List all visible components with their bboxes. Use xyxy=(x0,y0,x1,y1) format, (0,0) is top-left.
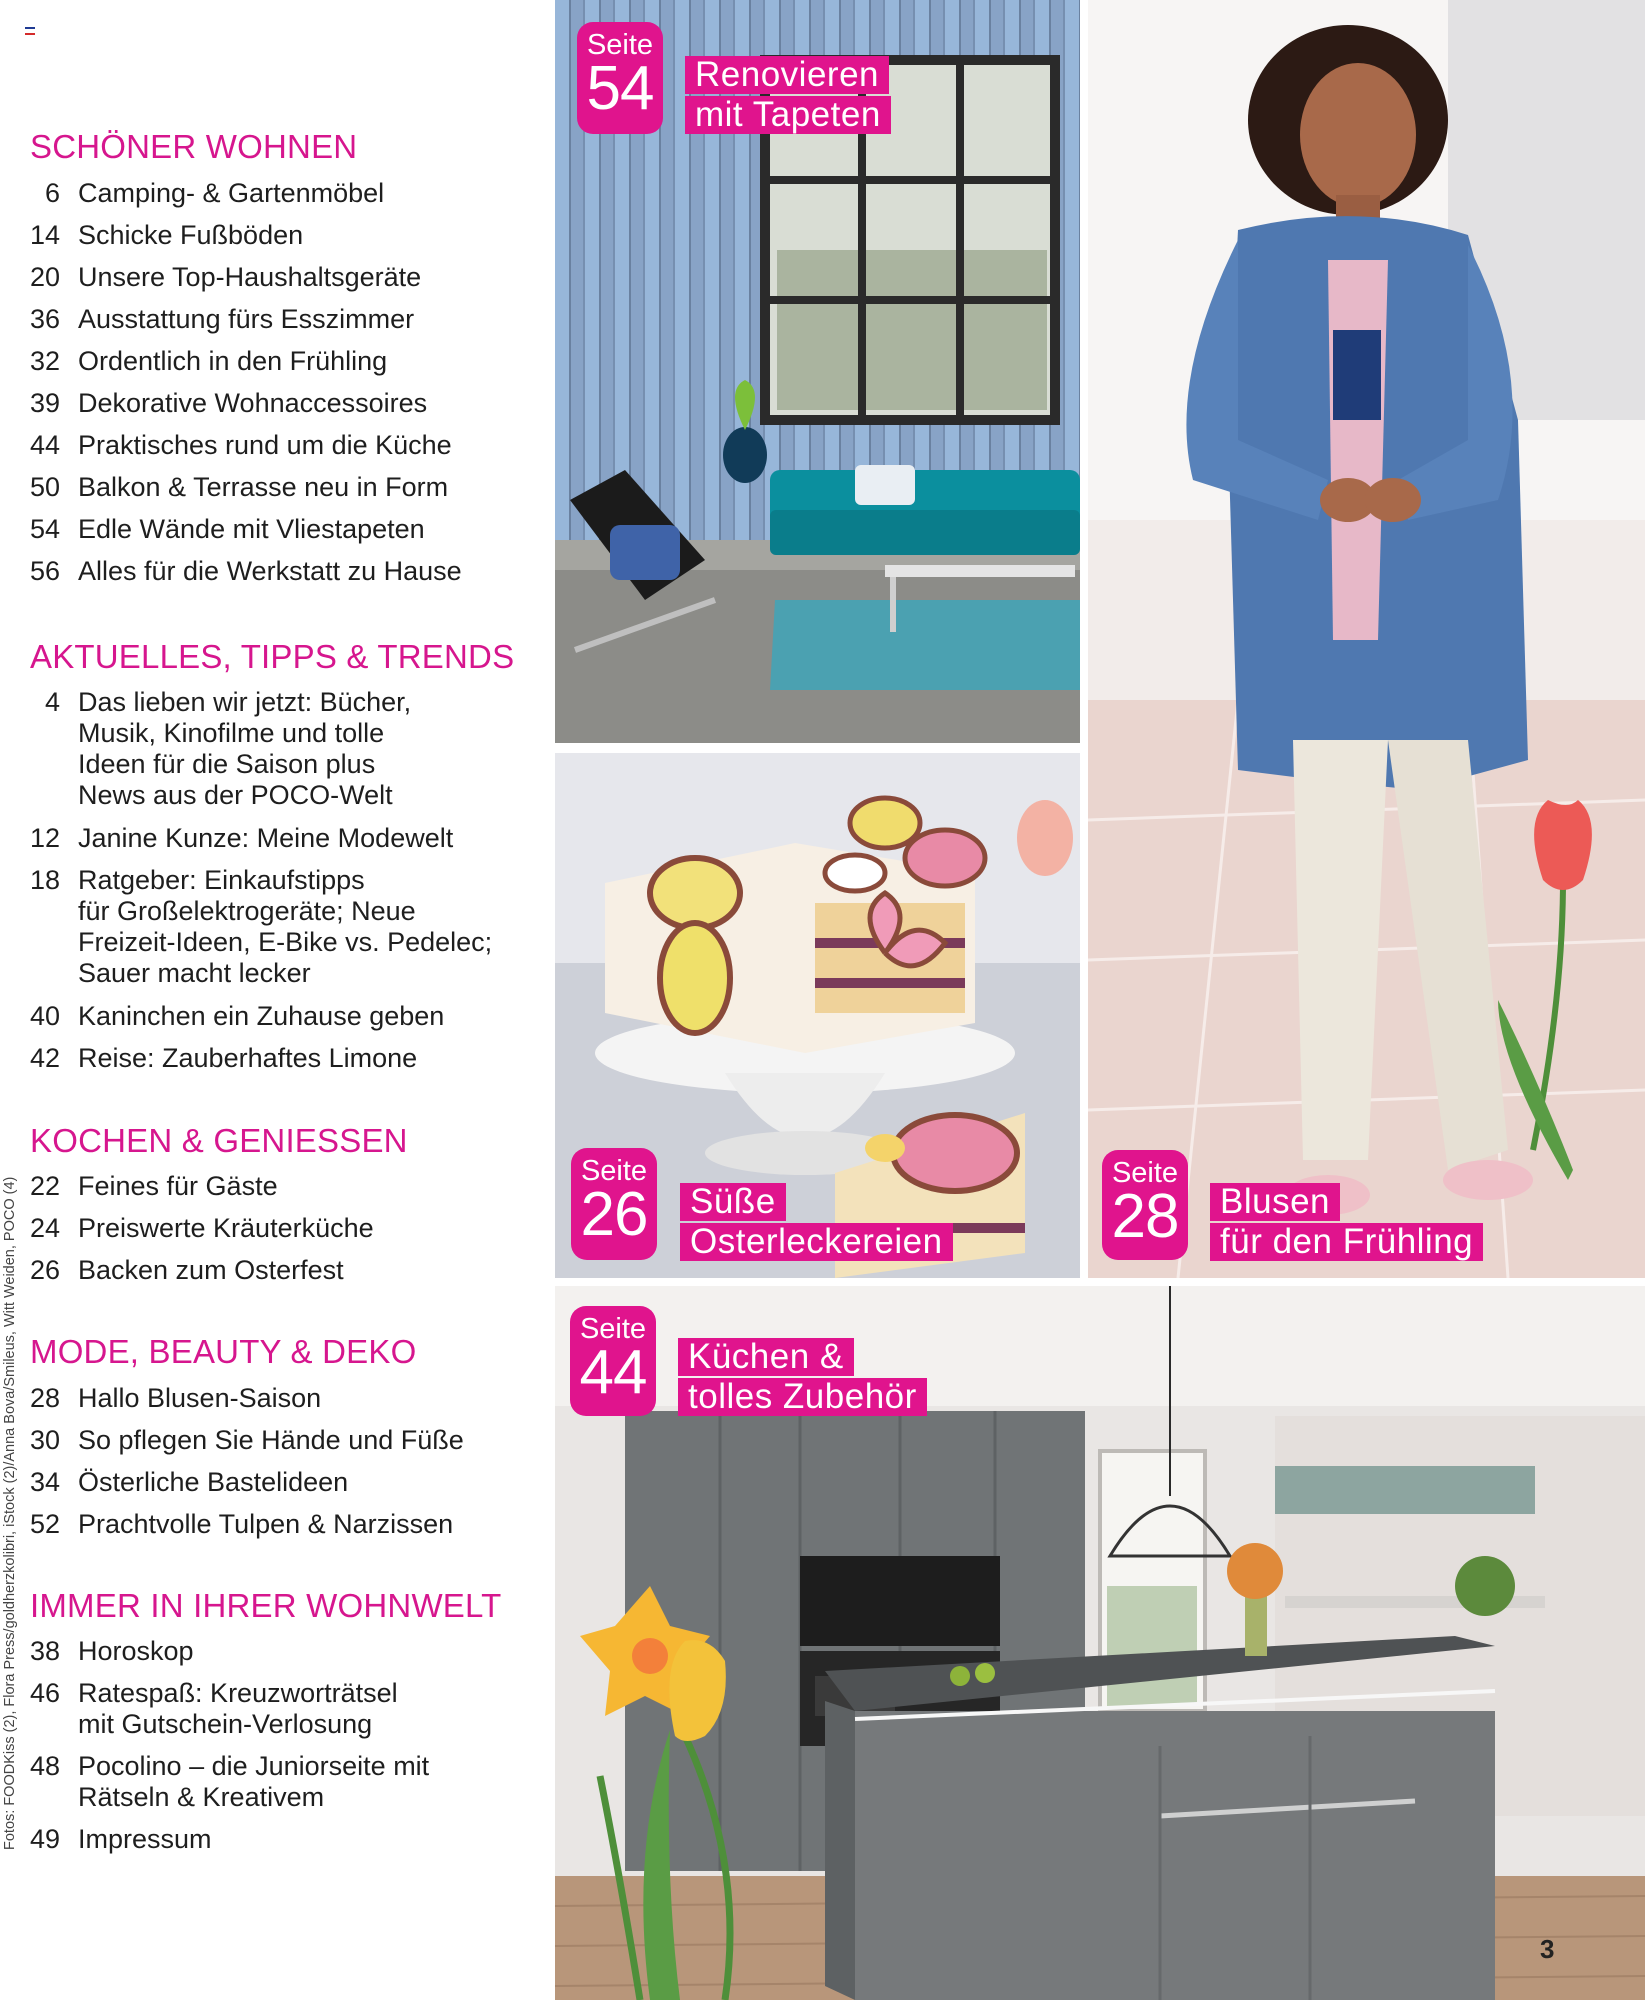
toc-entry-text: Österliche Bastelideen xyxy=(78,1467,349,1497)
toc-entry-text: Backen zum Osterfest xyxy=(78,1255,344,1285)
toc-page-number: 49 xyxy=(29,1824,60,1854)
caption-line: Renovieren xyxy=(685,56,889,94)
toc-entry-text: So pflegen Sie Hände und Füße xyxy=(78,1425,464,1455)
toc-entry-text: Schicke Fußböden xyxy=(78,220,304,250)
photo-blouse-model[interactable] xyxy=(1088,0,1645,1278)
toc-page-number: 46 xyxy=(29,1678,60,1708)
photo-easter-cake[interactable] xyxy=(555,753,1080,1278)
model-illustration xyxy=(1088,0,1645,1278)
toc-page-number: 44 xyxy=(29,430,60,460)
toc-entry-text: Pocolino – die Juniorseite mit Rätseln & Kreativem xyxy=(78,1751,430,1812)
toc-entry-text: Reise: Zauberhaftes Limone xyxy=(78,1043,418,1073)
badge-page-number: 44 xyxy=(579,1338,647,1407)
caption-line: Osterleckereien xyxy=(680,1223,953,1261)
caption-line: für den Frühling xyxy=(1210,1223,1483,1261)
toc-page-number: 28 xyxy=(29,1383,60,1413)
toc-page-number: 14 xyxy=(29,220,60,250)
caption-line: Süße xyxy=(680,1183,786,1221)
toc-page-number: 4 xyxy=(44,687,60,717)
toc-entry-text: Ratespaß: Kreuzworträtsel mit Gutschein-Verlosung xyxy=(78,1678,398,1739)
section-title-wohnwelt: IMMER IN IHRER WOHNWELT xyxy=(30,1587,502,1624)
toc-page-number: 6 xyxy=(44,178,60,208)
toc-page-number: 18 xyxy=(29,865,60,895)
table-of-contents xyxy=(0,0,552,2000)
page-badge xyxy=(570,1306,656,1416)
feature-caption xyxy=(685,56,891,136)
feature-caption xyxy=(1210,1183,1483,1263)
toc-page-number: 52 xyxy=(29,1509,60,1539)
photo-credits: Fotos: FOODKiss (2), Flora Press/goldherzkolibri, iStock (2)/Anna Bova/Smileus, Witt Weiden, POCO (4) xyxy=(2,1176,18,1850)
section-title-kochen: KOCHEN & GENIESSEN xyxy=(30,1122,408,1159)
caption-line: mit Tapeten xyxy=(685,96,891,134)
toc-entry-text: Unsere Top-Haushaltsgeräte xyxy=(78,262,422,292)
toc-page-number: 20 xyxy=(29,262,60,292)
toc-page-number: 56 xyxy=(29,556,60,586)
page-badge xyxy=(577,22,663,134)
toc-entry-text: Prachtvolle Tulpen & Narzissen xyxy=(78,1509,454,1539)
caption-line: tolles Zubehör xyxy=(678,1378,927,1416)
toc-page-number: 40 xyxy=(29,1001,60,1031)
toc-entry-text: Kaninchen ein Zuhause geben xyxy=(78,1001,445,1031)
badge-page-number: 26 xyxy=(580,1180,648,1249)
page-badge xyxy=(1102,1150,1188,1260)
section-title-aktuelles: AKTUELLES, TIPPS & TRENDS xyxy=(30,638,515,675)
toc-page-number: 32 xyxy=(29,346,60,376)
caption-line: Küchen & xyxy=(678,1338,854,1376)
toc-page-number: 22 xyxy=(29,1171,60,1201)
toc-entry-text: Hallo Blusen-Saison xyxy=(78,1383,322,1413)
toc-entry-text: Dekorative Wohnaccessoires xyxy=(78,388,428,418)
badge-seite-label: Seite xyxy=(1111,1157,1179,1189)
toc-page-number: 54 xyxy=(29,514,60,544)
toc-page-number: 39 xyxy=(29,388,60,418)
badge-seite-label: Seite xyxy=(580,1155,648,1187)
toc-entry-text: Impressum xyxy=(78,1824,212,1854)
toc-page-number: 48 xyxy=(29,1751,60,1781)
toc-page-number: 38 xyxy=(29,1636,60,1666)
feature-caption xyxy=(680,1183,953,1263)
toc-entry-text: Feines für Gäste xyxy=(78,1171,278,1201)
toc-entry-text: Preiswerte Kräuterküche xyxy=(78,1213,374,1243)
toc-page-number: 50 xyxy=(29,472,60,502)
toc-entry-text: Alles für die Werkstatt zu Hause xyxy=(78,556,462,586)
toc-entry-text: Janine Kunze: Meine Modewelt xyxy=(78,823,454,853)
badge-seite-label: Seite xyxy=(579,1313,647,1345)
toc-entry-text: Ordentlich in den Frühling xyxy=(78,346,388,376)
toc-entry-text: Edle Wände mit Vliestapeten xyxy=(78,514,425,544)
page-number: 3 xyxy=(1540,1934,1555,1964)
photo-living-room[interactable] xyxy=(555,0,1080,743)
toc-page-number: 42 xyxy=(29,1043,60,1073)
photo-kitchen[interactable] xyxy=(555,1286,1645,2000)
toc-entry-text: Ausstattung fürs Esszimmer xyxy=(78,304,415,334)
page-badge xyxy=(571,1148,657,1260)
toc-entry-text: Das lieben wir jetzt: Bücher, Musik, Kinofilme und tolle Ideen für die Saison plus News aus der POCO-Welt xyxy=(78,687,412,810)
toc-entry-text: Horoskop xyxy=(78,1636,194,1666)
section-title-mode: MODE, BEAUTY & DEKO xyxy=(30,1333,417,1370)
section-title-schoener-wohnen: SCHÖNER WOHNEN xyxy=(30,128,358,165)
toc-page-number: 36 xyxy=(29,304,60,334)
badge-seite-label: Seite xyxy=(586,29,654,61)
toc-entry-text: Camping- & Gartenmöbel xyxy=(78,178,385,208)
toc-page-number: 34 xyxy=(29,1467,60,1497)
toc-entry-text: Praktisches rund um die Küche xyxy=(78,430,452,460)
toc-page-number: 30 xyxy=(29,1425,60,1455)
toc-entry-text: Balkon & Terrasse neu in Form xyxy=(78,472,449,502)
badge-page-number: 54 xyxy=(586,54,654,123)
feature-caption xyxy=(678,1338,927,1418)
toc-page-number: 24 xyxy=(29,1213,60,1243)
badge-page-number: 28 xyxy=(1111,1182,1179,1251)
toc-entry-text: Ratgeber: Einkaufstipps für Großelektrogeräte; Neue Freizeit-Ideen, E-Bike vs. Pedelec; Sauer macht lecker xyxy=(78,865,493,988)
flag-icon xyxy=(25,27,35,35)
caption-line: Blusen xyxy=(1210,1183,1340,1221)
toc-page-number: 12 xyxy=(29,823,60,853)
toc-page-number: 26 xyxy=(29,1255,60,1285)
